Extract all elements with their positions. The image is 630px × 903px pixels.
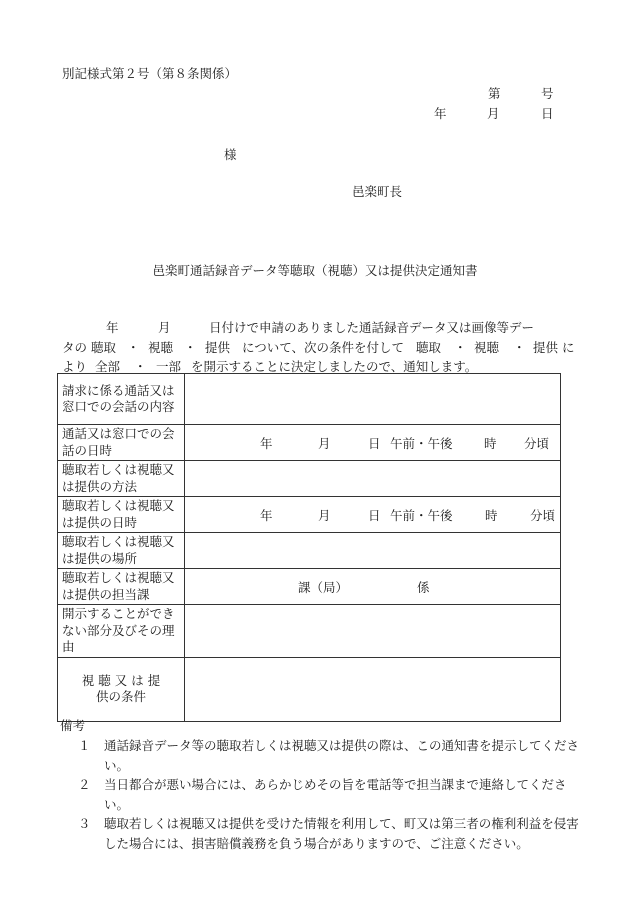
- option-sep: ・: [127, 339, 140, 355]
- intro-line-1: [62, 318, 568, 338]
- table-row: [58, 569, 561, 605]
- decision-table: [57, 373, 561, 722]
- row-value: [185, 374, 561, 425]
- note-number: ３: [78, 816, 91, 831]
- date-day: 日: [541, 106, 554, 121]
- date-year: 年: [434, 106, 447, 121]
- note-item: [78, 736, 580, 775]
- row-value: [185, 605, 561, 658]
- option-sep: ・: [134, 359, 147, 374]
- note-text: 通話録音データ等の聴取若しくは視聴又は提供の際は、この通知書を提示してください。: [104, 738, 580, 773]
- table-row: [58, 425, 561, 461]
- note-text: 聴取若しくは視聴又は提供を受けた情報を利用して、町又は第三者の権利利益を侵害した場合には、損害賠償義務を負う場合がありますので、ご注意ください。: [104, 816, 579, 851]
- issuer-name: 邑楽町長: [352, 184, 403, 199]
- option-all: 全部: [95, 359, 121, 374]
- note-item: [78, 775, 580, 814]
- table-row: [58, 605, 561, 658]
- row-label: 聴取若しくは視聴又は提供の場所: [58, 533, 185, 569]
- notes-heading: 備考: [60, 718, 86, 733]
- dt-month: 月: [318, 507, 331, 523]
- dept-section: 課（局）: [298, 579, 349, 595]
- intro-text-2b: について、次の条件を付して: [242, 339, 405, 355]
- option-partial: 一部: [156, 359, 182, 374]
- row-label: 通話又は窓口での会話の日時: [58, 425, 185, 461]
- doc-number-prefix: 第: [488, 86, 501, 101]
- dt-day: 日: [368, 507, 381, 523]
- intro-text-2a: タの: [62, 339, 88, 355]
- note-text: 当日都合が悪い場合には、あらかじめその旨を電話等で担当課まで連絡してください。: [104, 777, 567, 812]
- notes-section: [60, 716, 580, 853]
- table-row: [58, 533, 561, 569]
- intro-text-3b: を開示することに決定しましたので、通知します。: [191, 359, 478, 374]
- dt-minute: 分頃: [530, 507, 556, 523]
- row-value-datetime: [185, 425, 561, 461]
- dt-hour: 時: [485, 507, 498, 523]
- row-value: [185, 657, 561, 721]
- intro-line-2: [62, 338, 575, 358]
- row-label: 聴取若しくは視聴又は提供の担当課: [58, 569, 185, 605]
- dt-year: 年: [260, 507, 273, 523]
- row-value-dept: [185, 569, 561, 605]
- dt-hour: 時: [484, 435, 497, 451]
- intro-year: 年: [106, 320, 119, 335]
- dt-minute: 分頃: [524, 435, 550, 451]
- option-provide: 提供: [205, 339, 231, 355]
- option-listen: 聴取: [416, 339, 442, 355]
- note-item: [78, 814, 580, 853]
- doc-number-suffix: 号: [541, 86, 554, 101]
- option-provide: 提供: [533, 339, 559, 355]
- dt-month: 月: [318, 435, 331, 451]
- intro-text-2c: に: [562, 339, 575, 355]
- table-row: [58, 374, 561, 425]
- row-value: [185, 533, 561, 569]
- table-row: [58, 461, 561, 497]
- dt-day: 日: [368, 435, 381, 451]
- option-view: 視聴: [148, 339, 174, 355]
- option-sep: ・: [454, 339, 467, 355]
- table-row: [58, 497, 561, 533]
- row-label: 請求に係る通話又は窓口での会話の内容: [58, 374, 185, 425]
- intro-month: 月: [158, 320, 171, 335]
- row-value: [185, 461, 561, 497]
- form-id-label: 別記様式第２号（第８条関係）: [62, 66, 238, 81]
- dt-ampm: 午前・午後: [390, 507, 453, 523]
- dept-unit: 係: [417, 579, 430, 595]
- date-month: 月: [487, 106, 500, 121]
- row-label: [58, 657, 185, 721]
- intro-text-3a: より: [62, 359, 88, 374]
- option-sep: ・: [513, 339, 526, 355]
- dt-year: 年: [260, 435, 273, 451]
- note-number: １: [78, 738, 91, 753]
- note-number: ２: [78, 777, 91, 792]
- intro-text-1: 日付けで申請のありました通話録音データ又は画像等デー: [209, 320, 535, 335]
- option-view: 視聴: [474, 339, 500, 355]
- option-listen: 聴取: [91, 339, 117, 355]
- row-value-datetime: [185, 497, 561, 533]
- row-label: 聴取若しくは視聴又は提供の日時: [58, 497, 185, 533]
- intro-paragraph: [62, 318, 575, 377]
- option-sep: ・: [184, 339, 197, 355]
- row-label: 聴取若しくは視聴又は提供の方法: [58, 461, 185, 497]
- table-row: [58, 657, 561, 721]
- row-label-text: 視 聴 又 は 提供の条件: [81, 672, 161, 704]
- dt-ampm: 午前・午後: [390, 435, 453, 451]
- addressee-suffix: 様: [224, 147, 237, 162]
- document-title: 邑楽町通話録音データ等聴取（視聴）又は提供決定通知書: [152, 263, 478, 278]
- row-label: 開示することができない部分及びその理由: [58, 605, 185, 658]
